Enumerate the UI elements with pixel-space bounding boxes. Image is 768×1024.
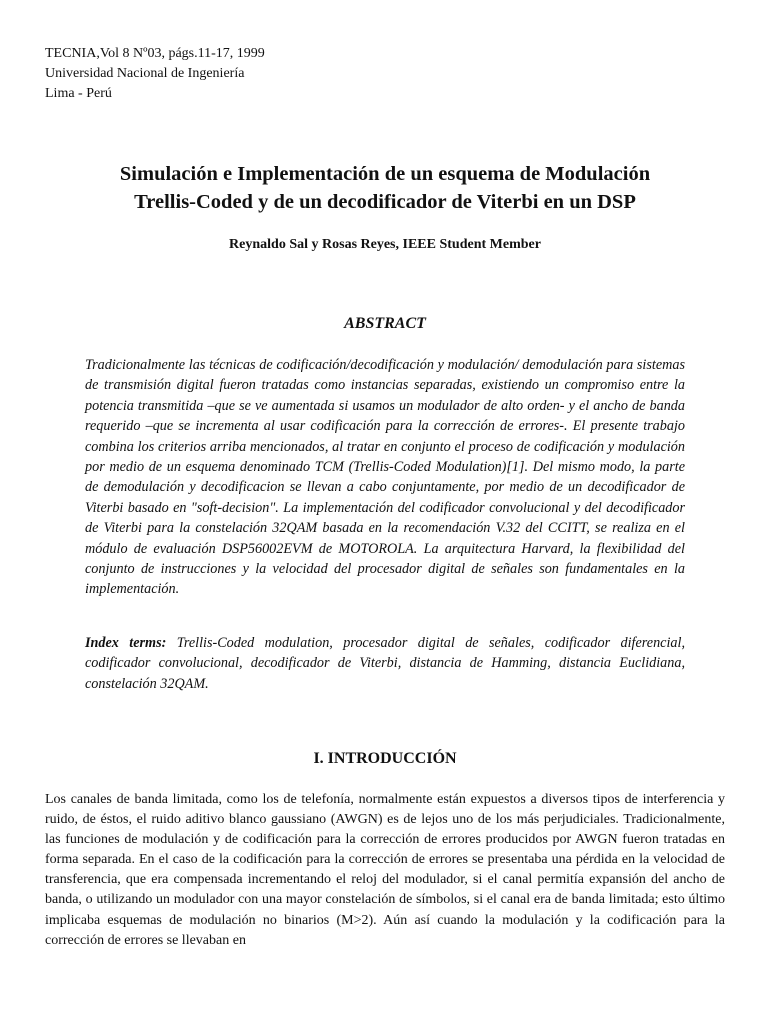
publication-header <box>45 44 265 104</box>
paper-title-line-2: Trellis-Coded y de un decodificador de Viterbi en un DSP <box>134 191 636 213</box>
index-terms <box>85 633 685 694</box>
introduction-body: Los canales de banda limitada, como los de telefonía, normalmente están expuestos a diversos tipos de interferencia y ruido, de éstos, el ruido aditivo blanco gaussiano (AWGN) es de lejos uno de los más perjudiciales. Tradicionalmente, las funciones de modulación y de codificación para la corrección de errores producidos por AWGN fueron tratadas en forma separada. En el caso de la codificación para la corrección de errores se presentaba una pérdida en la velocidad de transferencia, que era compensada incrementando el reloj del modulador, si el canal permitía expansión del ancho de banda, o utilizando un modulador con una mayor constelación de símbolos, si el canal era de banda limitada; esto último implicaba esquemas de modulación no binarios (M>2). Aún así cuando la modulación y la codificación para la corrección de errores se llevaban en <box>45 792 725 948</box>
journal-citation: TECNIA,Vol 8 Nº03, págs.11-17, 1999 <box>45 46 265 61</box>
paper-title <box>40 160 730 216</box>
paper-title-line-1: Simulación e Implementación de un esquema de Modulación <box>119 163 651 185</box>
institution-location: Lima - Perú <box>45 86 112 101</box>
abstract-body: Tradicionalmente las técnicas de codificación/decodificación y modulación/ demodulación para sistemas de transmisión digital fueron tratadas como instancias separadas, existiendo un compromiso entre la potencia transmitida –que se ve aumentada si usamos un modulador de alto orden- y el ancho de banda requerido –que se incrementa al usar codificación para la corrección de errores-. El presente trabajo combina los criterios arriba mencionados, al tratar en conjunto el proceso de codificación y modulación por medio de un esquema denominado TCM (Trellis-Coded Modulation)[1]. Del mismo modo, la parte de demodulación y decodificacion se llevan a cabo conjuntamente, por medio de un decodificador de Viterbi basado en "soft-decision". La implementación del codificador convolucional y del decodificador de Viterbi para la constelación 32QAM basada en la recomendación V.32 del CCITT, se realiza en el módulo de evaluación DSP56002EVM de MOTOROLA. La arquitectura Harvard, la flexibilidad del conjunto de instrucciones y la velocidad del procesador digital de señales son fundamentales en la implementación. <box>85 357 685 598</box>
index-terms-label: Index terms: <box>85 635 167 651</box>
author-line: Reynaldo Sal y Rosas Reyes, IEEE Student Member <box>229 237 541 252</box>
institution-name: Universidad Nacional de Ingeniería <box>45 66 245 81</box>
abstract-heading: ABSTRACT <box>344 315 426 332</box>
section-heading-introduction: I. INTRODUCCIÓN <box>313 750 457 767</box>
index-terms-text: Trellis-Coded modulation, procesador digital de señales, codificador diferencial, codificador convolucional, decodificador de Viterbi, distancia de Hamming, distancia Euclidiana, constelación 32QAM. <box>85 635 685 692</box>
